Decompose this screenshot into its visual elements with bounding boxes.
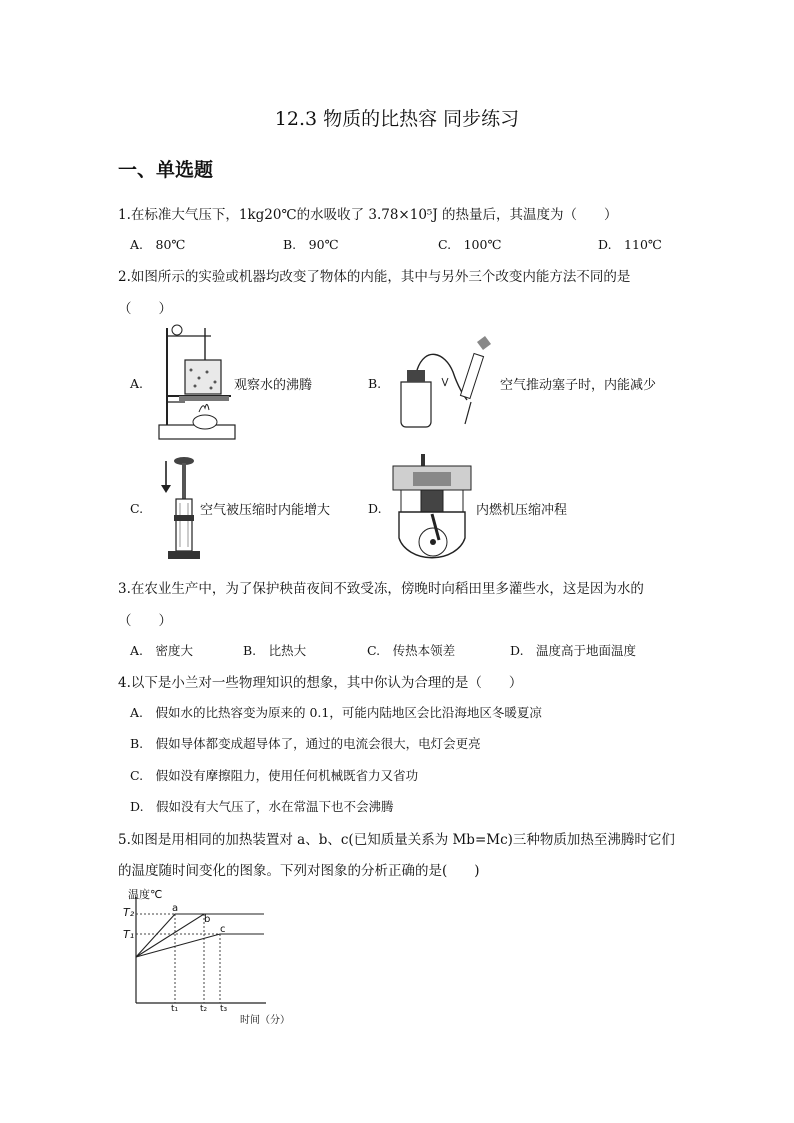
question-2-letter-b[interactable]: B. bbox=[368, 376, 382, 391]
graph-tick-t2: T₂ bbox=[123, 906, 135, 919]
boiling-water-apparatus-figure bbox=[155, 322, 237, 444]
question-4-stem: 4.以下是小兰对一些物理知识的想象，其中你认为合理的是（ ） bbox=[118, 675, 523, 691]
question-2-caption-a: 观察水的沸腾 bbox=[234, 378, 313, 393]
air-stopper-apparatus-figure bbox=[395, 332, 505, 434]
question-2-stem: 2.如图所示的实验或机器均改变了物体的内能，其中与另外三个改变内能方法不同的是 bbox=[118, 269, 631, 285]
graph-tick-time1: t₁ bbox=[171, 1004, 179, 1014]
question-1-option-a[interactable]: A. 80℃ bbox=[130, 237, 186, 252]
question-4-option-c[interactable]: C. 假如没有摩擦阻力，使用任何机械既省力又省功 bbox=[130, 768, 419, 783]
question-4-option-a[interactable]: A. 假如水的比热容变为原来的 0.1，可能内陆地区会比沿海地区冬暖夏凉 bbox=[130, 705, 542, 720]
graph-curve-a bbox=[136, 914, 264, 957]
question-2-letter-c[interactable]: C. bbox=[130, 501, 144, 516]
question-3-option-d[interactable]: D. 温度高于地面温度 bbox=[510, 643, 637, 658]
temperature-time-graph bbox=[130, 895, 270, 1007]
graph-curve-label-c: c bbox=[220, 924, 226, 935]
question-2-caption-b: 空气推动塞子时，内能减少 bbox=[500, 378, 657, 393]
question-3-option-c[interactable]: C. 传热本领差 bbox=[367, 643, 456, 658]
question-4-option-d[interactable]: D. 假如没有大气压了，水在常温下也不会沸腾 bbox=[130, 799, 394, 814]
graph-curve-label-a: a bbox=[172, 903, 179, 914]
question-2-stem-cont: （ ） bbox=[118, 301, 172, 317]
graph-x-axis-label: 时间（分） bbox=[240, 1015, 290, 1026]
question-3-option-b[interactable]: B. 比热大 bbox=[243, 643, 307, 658]
question-4-option-b[interactable]: B. 假如导体都变成超导体了，通过的电流会很大，电灯会更亮 bbox=[130, 736, 481, 751]
page-title: 12.3 物质的比热容 同步练习 bbox=[274, 108, 520, 130]
question-2-letter-d[interactable]: D. bbox=[368, 501, 382, 516]
question-2-letter-a[interactable]: A. bbox=[130, 376, 144, 391]
engine-compression-figure bbox=[387, 452, 477, 566]
question-2-caption-d: 内燃机压缩冲程 bbox=[476, 503, 568, 518]
question-5-stem: 5.如图是用相同的加热装置对 a、b、c(已知质量关系为 Mb=Mc)三种物质加热至沸腾时它们 bbox=[118, 832, 675, 848]
question-2-caption-c: 空气被压缩时内能增大 bbox=[200, 503, 331, 518]
graph-curve-label-b: b bbox=[204, 914, 211, 925]
question-1-stem: 1.在标准大气压下，1kg20℃的水吸收了 3.78×10⁵J 的热量后，其温度为（ ） bbox=[118, 207, 618, 223]
question-1-option-b[interactable]: B. 90℃ bbox=[283, 237, 339, 252]
fire-piston-figure bbox=[158, 455, 202, 565]
question-1-option-d[interactable]: D. 110℃ bbox=[598, 237, 662, 252]
graph-tick-t1: T₁ bbox=[123, 928, 135, 941]
question-1-option-c[interactable]: C. 100℃ bbox=[438, 237, 502, 252]
question-3-stem-cont: （ ） bbox=[118, 613, 172, 629]
question-5-stem-cont: 的温度随时间变化的图象。下列对图象的分析正确的是( ) bbox=[118, 863, 480, 879]
question-3-stem: 3.在农业生产中，为了保护秧苗夜间不致受冻，傍晚时向稻田里多灌些水，这是因为水的 bbox=[118, 581, 644, 597]
graph-tick-time2: t₂ bbox=[200, 1004, 208, 1014]
graph-tick-time3: t₃ bbox=[220, 1004, 228, 1014]
graph-y-axis-label: 温度℃ bbox=[128, 888, 163, 901]
section-heading: 一、单选题 bbox=[118, 159, 214, 181]
question-3-option-a[interactable]: A. 密度大 bbox=[130, 643, 194, 658]
